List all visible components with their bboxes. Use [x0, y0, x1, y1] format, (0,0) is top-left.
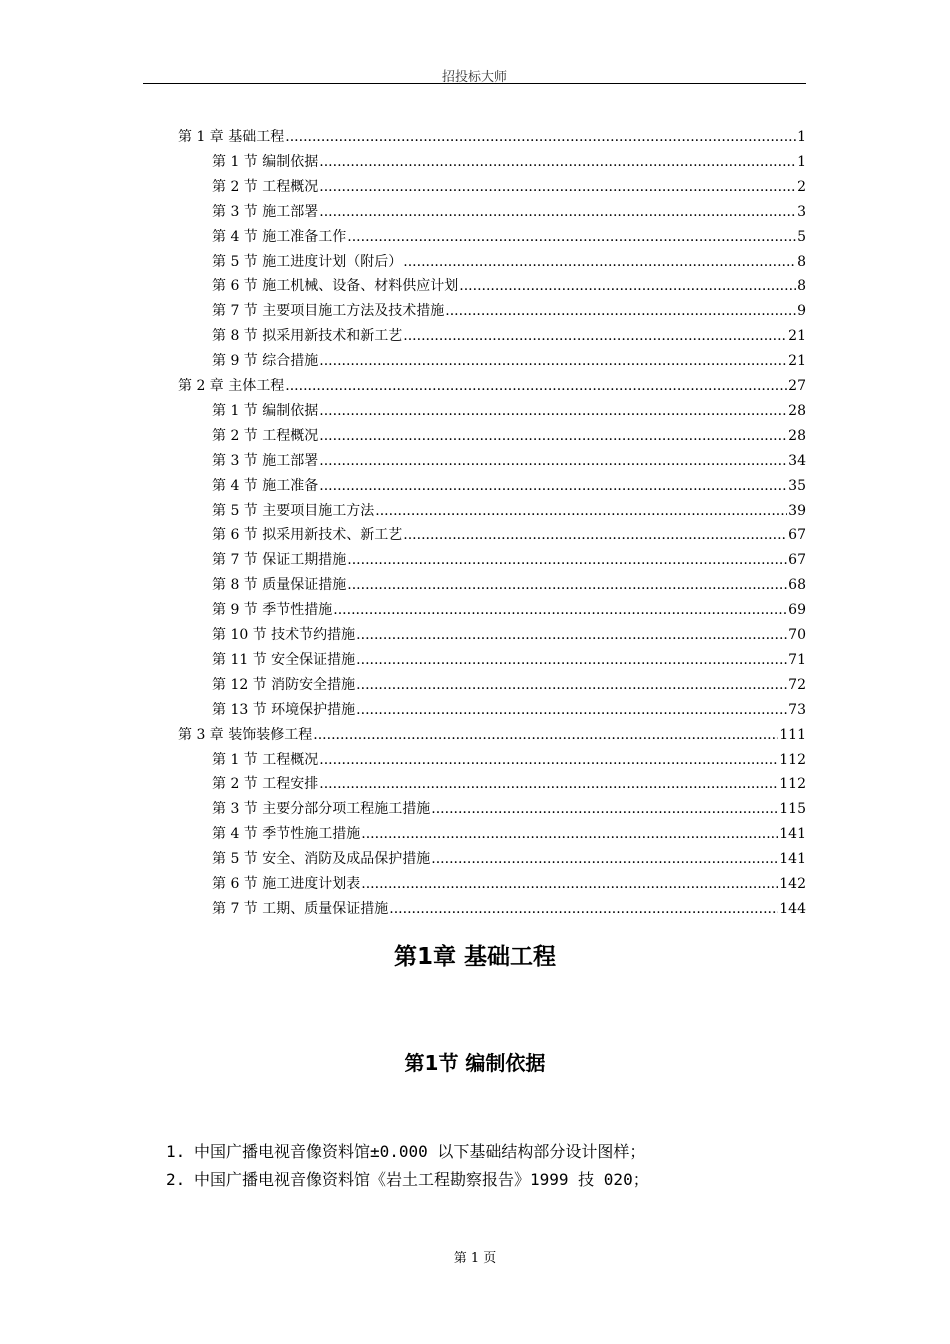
- toc-section-entry[interactable]: [212, 624, 806, 646]
- toc-page-number: 115: [779, 801, 806, 818]
- toc-entry-label: 第 6 节 施工机械、设备、材料供应计划: [212, 278, 459, 295]
- toc-chapter-entry[interactable]: [178, 724, 806, 746]
- toc-page-number: 72: [788, 676, 806, 693]
- toc-page-number: 3: [797, 203, 806, 220]
- toc-dot-leader: [319, 749, 778, 771]
- toc-dot-leader: [319, 151, 796, 173]
- list-item-number: 2.: [166, 1170, 186, 1189]
- toc-entry-label: 第 1 章 基础工程: [178, 129, 285, 145]
- chapter-heading: 第1章 基础工程: [393, 944, 556, 970]
- toc-entry-label: 第 7 节 主要项目施工方法及技术措施: [212, 303, 445, 320]
- toc-page-number: 73: [788, 701, 806, 718]
- toc-entry-label: 第 6 节 施工进度计划表: [212, 876, 361, 892]
- header-rule: [143, 83, 806, 84]
- toc-dot-leader: [347, 549, 787, 571]
- toc-section-entry[interactable]: [212, 848, 806, 870]
- toc-page-number: 141: [779, 851, 806, 868]
- toc-dot-leader: [347, 574, 787, 596]
- toc-entry-label: 第 3 节 主要分部分项工程施工措施: [212, 801, 431, 818]
- toc-page-number: 21: [788, 328, 806, 345]
- toc-section-entry[interactable]: [212, 275, 806, 297]
- toc-section-entry[interactable]: [212, 226, 806, 248]
- toc-entry-label: 第 8 节 质量保证措施: [212, 577, 347, 594]
- toc-page-number: 71: [788, 651, 806, 668]
- toc-page-number: 21: [788, 353, 806, 370]
- toc-entry-label: 第 7 节 工期、质量保证措施: [212, 900, 389, 917]
- toc-dot-leader: [347, 226, 796, 248]
- toc-section-entry[interactable]: [212, 798, 806, 820]
- toc-page-number: 1: [797, 153, 806, 170]
- toc-dot-leader: [356, 649, 787, 671]
- toc-section-entry[interactable]: [212, 524, 806, 546]
- toc-entry-label: 第 4 节 季节性施工措施: [212, 826, 361, 843]
- toc-entry-label: 第 3 节 施工部署: [212, 452, 319, 469]
- toc-page-number: 70: [788, 627, 806, 643]
- toc-dot-leader: [403, 325, 787, 347]
- toc-section-entry[interactable]: [212, 873, 806, 895]
- toc-section-entry[interactable]: [212, 176, 806, 198]
- toc-section-entry[interactable]: [212, 425, 806, 447]
- page-footer: 第 1 页: [453, 1251, 497, 1266]
- toc-chapter-entry[interactable]: [178, 126, 806, 148]
- toc-section-entry[interactable]: [212, 699, 806, 721]
- toc-dot-leader: [333, 599, 787, 621]
- toc-entry-label: 第 3 节 施工部署: [212, 203, 319, 220]
- toc-page-number: 67: [788, 527, 806, 544]
- toc-section-entry[interactable]: [212, 649, 806, 671]
- toc-section-entry[interactable]: [212, 151, 806, 173]
- toc-page-number: 141: [779, 826, 806, 843]
- toc-section-entry[interactable]: [212, 325, 806, 347]
- toc-entry-label: 第 13 节 环境保护措施: [212, 701, 356, 718]
- toc-section-entry[interactable]: [212, 749, 806, 771]
- toc-entry-label: 第 2 章 主体工程: [178, 378, 285, 394]
- list-item-text: 中国广播电视音像资料馆《岩土工程勘察报告》1999 技 020；: [194, 1170, 649, 1189]
- toc-chapter-entry[interactable]: [178, 375, 806, 397]
- toc-section-entry[interactable]: [212, 773, 806, 795]
- toc-entry-label: 第 4 节 施工准备: [212, 477, 319, 494]
- toc-section-entry[interactable]: [212, 500, 806, 522]
- toc-section-entry[interactable]: [212, 823, 806, 845]
- toc-page-number: 28: [788, 402, 806, 419]
- toc-page-number: 39: [788, 502, 806, 519]
- toc-page-number: 69: [788, 602, 806, 619]
- toc-page-number: 68: [788, 577, 806, 594]
- list-item-number: 1.: [166, 1142, 186, 1161]
- toc-dot-leader: [319, 773, 778, 795]
- toc-dot-leader: [319, 201, 796, 223]
- toc-section-entry[interactable]: [212, 674, 806, 696]
- toc-entry-label: 第 1 节 编制依据: [212, 402, 319, 419]
- toc-dot-leader: [319, 425, 787, 447]
- toc-entry-label: 第 6 节 拟采用新技术、新工艺: [212, 527, 403, 544]
- toc-dot-leader: [445, 300, 796, 322]
- toc-entry-label: 第 12 节 消防安全措施: [212, 676, 356, 693]
- toc-dot-leader: [389, 898, 778, 920]
- toc-dot-leader: [285, 126, 796, 148]
- toc-dot-leader: [313, 724, 778, 746]
- toc-section-entry[interactable]: [212, 300, 806, 322]
- toc-page-number: 5: [797, 228, 806, 245]
- toc-dot-leader: [319, 450, 787, 472]
- toc-dot-leader: [319, 475, 787, 497]
- toc-page-number: 144: [779, 900, 806, 917]
- toc-section-entry[interactable]: [212, 475, 806, 497]
- toc-page-number: 67: [788, 552, 806, 569]
- toc-page-number: 112: [779, 751, 806, 768]
- toc-dot-leader: [356, 624, 787, 646]
- toc-entry-label: 第 1 节 工程概况: [212, 751, 319, 768]
- toc-entry-label: 第 8 节 拟采用新技术和新工艺: [212, 328, 403, 345]
- list-item: [166, 1168, 649, 1192]
- toc-page-number: 112: [779, 776, 806, 793]
- toc-entry-label: 第 2 节 工程概况: [212, 178, 319, 195]
- toc-section-entry[interactable]: [212, 251, 806, 273]
- toc-entry-label: 第 2 节 工程安排: [212, 776, 319, 793]
- toc-page-number: 28: [788, 427, 806, 444]
- toc-section-entry[interactable]: [212, 201, 806, 223]
- toc-entry-label: 第 5 节 主要项目施工方法: [212, 502, 375, 519]
- toc-dot-leader: [356, 674, 787, 696]
- list-item-text: 中国广播电视音像资料馆±0.000 以下基础结构部分设计图样；: [194, 1142, 646, 1161]
- toc-entry-label: 第 5 节 安全、消防及成品保护措施: [212, 851, 431, 868]
- toc-section-entry[interactable]: [212, 599, 806, 621]
- toc-page-number: 111: [779, 726, 806, 743]
- toc-dot-leader: [361, 823, 778, 845]
- toc-entry-label: 第 4 节 施工准备工作: [212, 228, 347, 245]
- toc-dot-leader: [319, 350, 787, 372]
- toc-dot-leader: [431, 798, 778, 820]
- toc-page-number: 142: [779, 876, 806, 892]
- toc-dot-leader: [356, 699, 787, 721]
- toc-entry-label: 第 11 节 安全保证措施: [212, 651, 356, 668]
- toc-page-number: 8: [797, 253, 806, 270]
- toc-dot-leader: [375, 500, 787, 522]
- toc-section-entry[interactable]: [212, 400, 806, 422]
- toc-dot-leader: [361, 873, 778, 895]
- toc-page-number: 1: [797, 129, 806, 145]
- toc-entry-label: 第 1 节 编制依据: [212, 153, 319, 170]
- toc-entry-label: 第 2 节 工程概况: [212, 427, 319, 444]
- toc-section-entry[interactable]: [212, 574, 806, 596]
- section-heading: 第1节 编制依据: [404, 1051, 546, 1075]
- toc-section-entry[interactable]: [212, 450, 806, 472]
- toc-page-number: 27: [788, 378, 806, 394]
- toc-entry-label: 第 9 节 综合措施: [212, 353, 319, 370]
- toc-dot-leader: [319, 400, 787, 422]
- toc-dot-leader: [431, 848, 778, 870]
- toc-dot-leader: [285, 375, 787, 397]
- toc-entry-label: 第 7 节 保证工期措施: [212, 552, 347, 569]
- toc-entry-label: 第 5 节 施工进度计划（附后）: [212, 253, 403, 270]
- toc-page-number: 2: [797, 178, 806, 195]
- toc-section-entry[interactable]: [212, 549, 806, 571]
- toc-section-entry[interactable]: [212, 898, 806, 920]
- list-item: [166, 1140, 645, 1164]
- toc-entry-label: 第 10 节 技术节约措施: [212, 627, 356, 643]
- toc-dot-leader: [403, 251, 796, 273]
- toc-dot-leader: [319, 176, 796, 198]
- toc-page-number: 8: [797, 278, 806, 295]
- page-header: 招投标大师: [441, 70, 507, 85]
- toc-page-number: 9: [797, 303, 806, 320]
- toc-entry-label: 第 3 章 装饰装修工程: [178, 726, 313, 743]
- toc-section-entry[interactable]: [212, 350, 806, 372]
- toc-dot-leader: [403, 524, 787, 546]
- toc-page-number: 35: [788, 477, 806, 494]
- toc-entry-label: 第 9 节 季节性措施: [212, 602, 333, 619]
- toc-page-number: 34: [788, 452, 806, 469]
- toc-dot-leader: [459, 275, 796, 297]
